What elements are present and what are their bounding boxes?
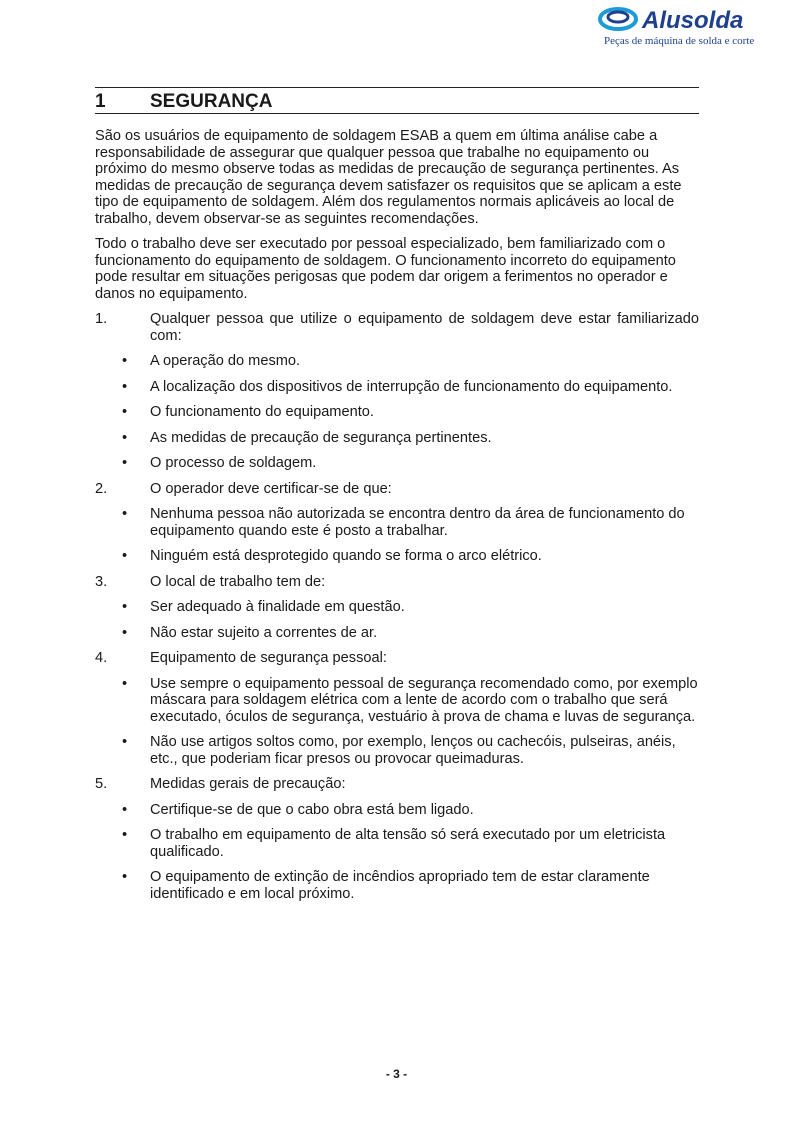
bullet-item xyxy=(95,379,699,396)
numbered-item xyxy=(95,776,699,793)
bullet-icon: • xyxy=(122,675,128,692)
bullet-icon: • xyxy=(122,506,128,522)
bullet-text: Certifique-se de que o cabo obra está bem ligado. xyxy=(150,801,474,818)
item-number: 5. xyxy=(95,776,108,792)
bullet-icon: • xyxy=(122,624,128,641)
item-number: 3. xyxy=(95,573,108,590)
bullet-text: O equipamento de extinção de incêndios apropriado tem de estar claramente identificado e em local próximo. xyxy=(150,869,650,902)
numbered-item xyxy=(95,481,699,498)
logo-tagline: Peças de máquina de solda e corte xyxy=(604,35,755,47)
bullet-item xyxy=(95,625,699,642)
document-body xyxy=(95,128,699,911)
item-number: 1. xyxy=(95,311,108,327)
section-title: SEGURANÇA xyxy=(150,91,273,112)
bullet-icon: • xyxy=(122,429,128,446)
bullet-text: As medidas de precaução de segurança pertinentes. xyxy=(150,429,492,446)
item-number: 2. xyxy=(95,480,108,497)
bullet-icon: • xyxy=(122,869,128,885)
logo-wordmark: Alusolda xyxy=(642,7,744,34)
numbered-item xyxy=(95,574,699,591)
bullet-item xyxy=(95,827,699,860)
heading-underline xyxy=(95,113,699,114)
bullet-item xyxy=(95,869,699,902)
bullet-item xyxy=(95,676,699,726)
bullet-item xyxy=(95,506,699,539)
item-text: O local de trabalho tem de: xyxy=(150,573,326,590)
bullet-text: O funcionamento do equipamento. xyxy=(150,404,374,420)
bullet-text: O processo de soldagem. xyxy=(150,455,317,471)
bullet-item xyxy=(95,548,699,565)
bullet-item xyxy=(95,734,699,767)
bullet-item xyxy=(95,353,699,370)
bullet-text: Nenhuma pessoa não autorizada se encontra dentro da área de funcionamento do equipamento quando este é posto a trabalhar. xyxy=(150,506,685,539)
bullet-text: Não estar sujeito a correntes de ar. xyxy=(150,624,378,641)
bullet-text: Use sempre o equipamento pessoal de segurança recomendado como, por exemplo máscara para soldagem elétrica com a lente de acordo com o trabalho que será executado, óculos de segurança, vestuário à prova de chama e luvas de segurança. xyxy=(150,675,698,725)
item-text: O operador deve certificar-se de que: xyxy=(150,480,392,497)
alusolda-logo-icon xyxy=(596,4,766,36)
bullet-text: A localização dos dispositivos de interrupção de funcionamento do equipamento. xyxy=(150,378,673,395)
bullet-item xyxy=(95,802,699,819)
page-number: - 3 - xyxy=(385,1067,408,1081)
header-rule xyxy=(95,87,699,88)
bullet-text: Ninguém está desprotegido quando se forma o arco elétrico. xyxy=(150,548,542,564)
bullet-text: O trabalho em equipamento de alta tensão só será executado por um eletricista qualificado. xyxy=(150,827,666,860)
bullet-icon: • xyxy=(122,455,128,471)
bullet-item xyxy=(95,455,699,472)
section-heading xyxy=(95,91,699,113)
item-text: Qualquer pessoa que utilize o equipamento de soldagem deve estar familiarizado com: xyxy=(150,311,699,344)
section-number: 1 xyxy=(95,91,106,112)
bullet-icon: • xyxy=(122,353,128,369)
bullet-text: Não use artigos soltos como, por exemplo, lenços ou cachecóis, pulseiras, anéis, etc., que poderiam ficar presos ou provocar queimaduras. xyxy=(150,734,676,767)
item-text: Equipamento de segurança pessoal: xyxy=(150,650,387,666)
bullet-item xyxy=(95,404,699,421)
bullet-icon: • xyxy=(122,801,128,818)
bullet-icon: • xyxy=(122,827,128,843)
bullet-text: Ser adequado à finalidade em questão. xyxy=(150,599,405,615)
bullet-item xyxy=(95,430,699,447)
numbered-item xyxy=(95,650,699,667)
intro-paragraph: Todo o trabalho deve ser executado por pessoal especializado, bem familiarizado com o funcionamento do equipamento de soldagem. O funcionamento incorreto do equipamento pode resultar em situações perigosas que podem dar origem a ferimentos no operador e danos no equipamento. xyxy=(95,236,676,302)
item-number: 4. xyxy=(95,650,108,666)
company-logo xyxy=(596,4,766,48)
bullet-icon: • xyxy=(122,404,128,420)
numbered-item xyxy=(95,311,699,344)
bullet-icon: • xyxy=(122,734,128,750)
bullet-text: A operação do mesmo. xyxy=(150,353,301,369)
bullet-icon: • xyxy=(122,378,128,395)
bullet-icon: • xyxy=(122,599,128,615)
bullet-item xyxy=(95,599,699,616)
bullet-icon: • xyxy=(122,548,128,564)
item-text: Medidas gerais de precaução: xyxy=(150,776,346,792)
intro-paragraph: São os usuários de equipamento de soldagem ESAB a quem em última análise cabe a responsabilidade de assegurar que qualquer pessoa que trabalhe no equipamento ou próximo do mesmo observe todas as medidas de precaução de segurança pertinentes. As medidas de precaução de segurança devem satisfazer os requisitos que se aplicam a este tipo de equipamento de soldagem. Além dos regulamentos normais aplicáveis ao local de trabalho, devem observar-se as seguintes recomendações. xyxy=(95,128,682,227)
